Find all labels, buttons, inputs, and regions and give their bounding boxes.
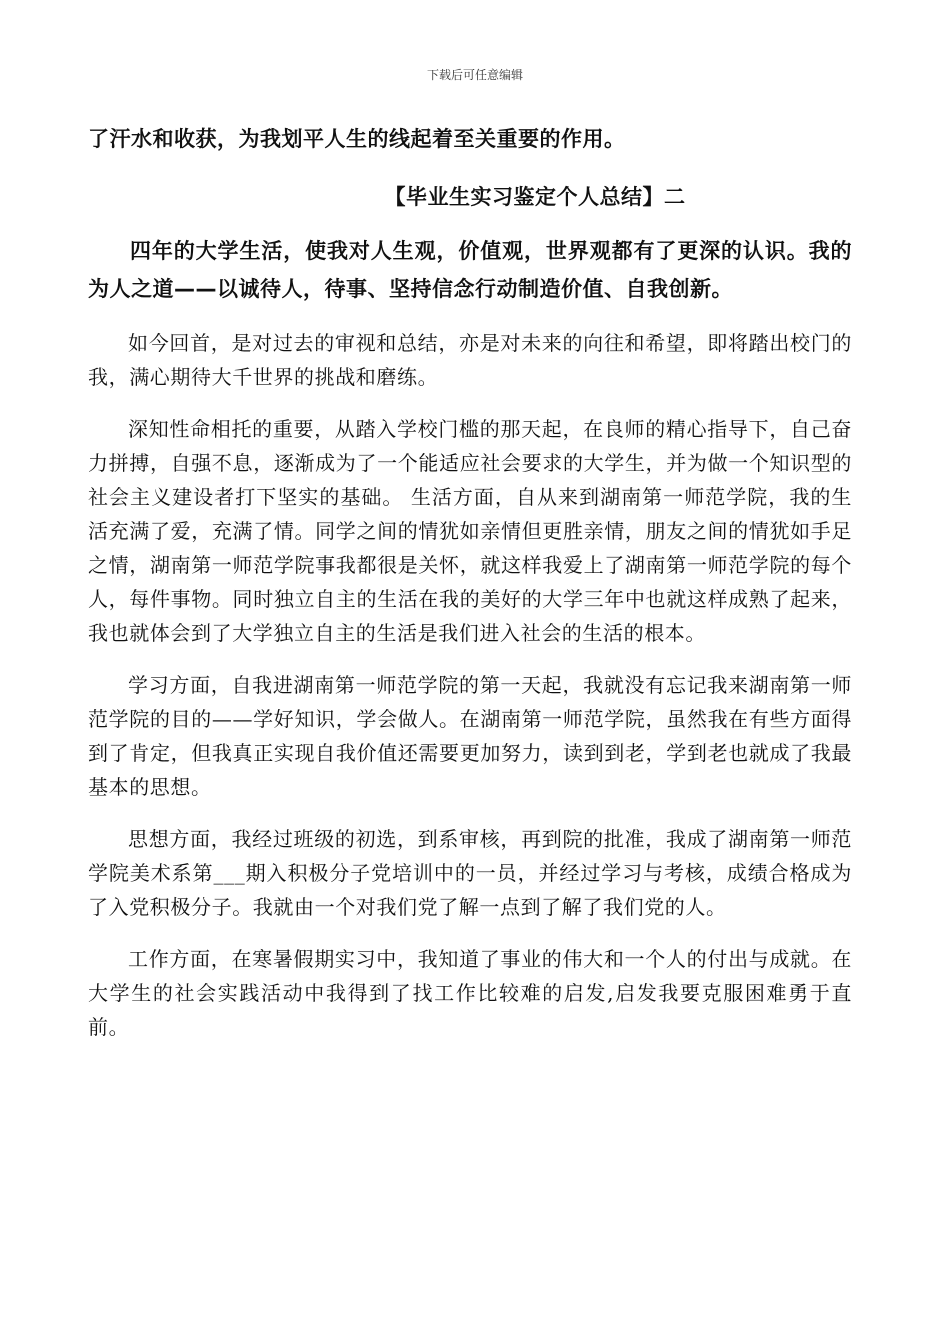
paragraph-thought: 思想方面，我经过班级的初选，到系审核，再到院的批准，我成了湖南第一师范学院美术系第___期入积极分子党培训中的一员，并经过学习与考核，成绩合格成为了入党积极分子。我就由一个对我们党了解一点到了解了我们党的人。 [88,827,852,919]
header-note: 下载后可任意编辑 [426,68,523,82]
intro-paragraph: 四年的大学生活，使我对人生观，价值观，世界观都有了更深的认识。我的为人之道——以诚待人，待事、坚持信念行动制造价值、自我创新。 [88,239,852,301]
paragraph-study: 学习方面，自我进湖南第一师范学院的第一天起，我就没有忘记我来湖南第一师范学院的目的——学好知识，学会做人。在湖南第一师范学院，虽然我在有些方面得到了肯定，但我真正实现自我价值还需要更加努力，读到到老，学到老也就成了我最基本的思想。 [88,673,852,799]
section-title: 【毕业生实习鉴定个人总结】二 [384,185,686,209]
paragraph-reflection: 如今回首，是对过去的审视和总结，亦是对未来的向往和希望，即将踏出校门的我，满心期待大千世界的挑战和磨练。 [88,331,852,389]
paragraph-work: 工作方面，在寒暑假期实习中，我知道了事业的伟大和一个人的付出与成就。在大学生的社会实践活动中我得到了找工作比较难的启发,启发我要克服困难勇于直前。 [88,947,852,1039]
paragraph-life: 深知性命相托的重要，从踏入学校门槛的那天起，在良师的精心指导下，自己奋力拼搏，自强不息，逐渐成为了一个能适应社会要求的大学生，并为做一个知识型的社会主义建设者打下坚实的基础。 生活方面，自从来到湖南第一师范学院，我的生活充满了爱，充满了情。同学之间的情犹如亲情但更胜亲情，朋友之间的情犹如手足之情，湖南第一师范学院事我都很是关怀，就这样我爱上了湖南第一师范学院的每个人，每件事物。同时独立自主的生活在我的美好的大学三年中也就这样成熟了起来，我也就体会到了大学独立自主的生活是我们进入社会的生活的根本。 [88,417,852,645]
document-body [88,120,852,1044]
continuation-line: 了汗水和收获，为我划平人生的线起着至关重要的作用。 [88,127,626,151]
